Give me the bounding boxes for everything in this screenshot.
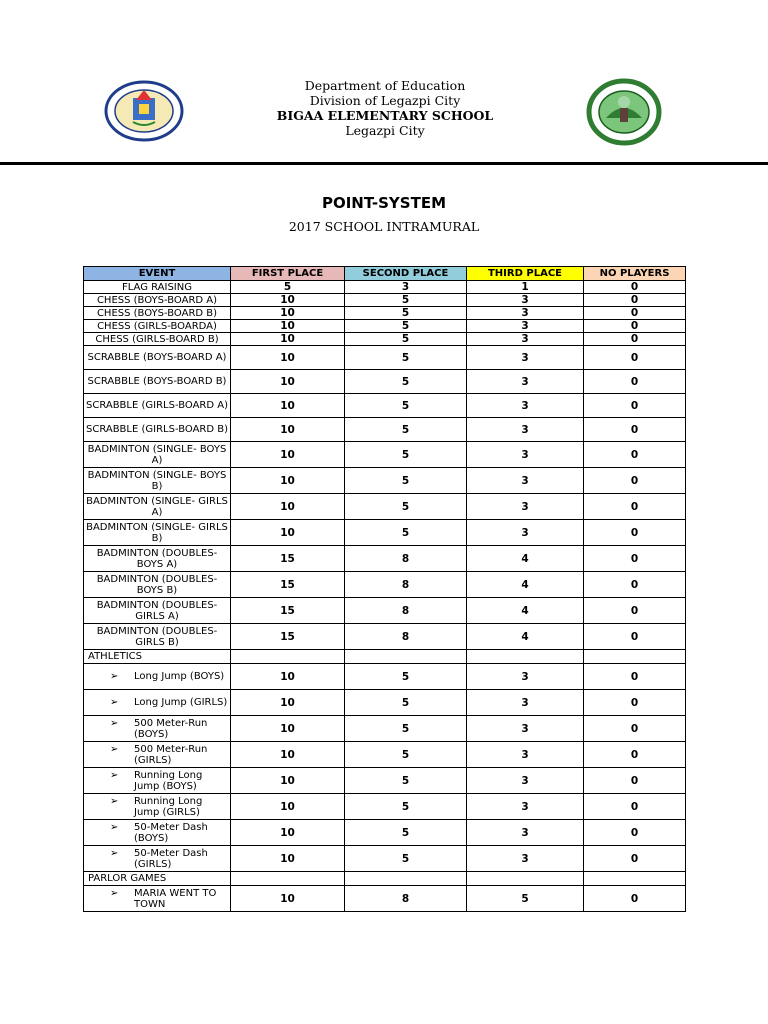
- no-players-points: 0: [584, 624, 686, 650]
- deped-seal-icon: [103, 80, 185, 142]
- no-players-points: 0: [584, 442, 686, 468]
- table-row: [84, 690, 686, 716]
- third-place-points: 3: [467, 794, 584, 820]
- table-row: [84, 346, 686, 370]
- arrow-bullet-icon: ➢: [110, 887, 119, 899]
- no-players-points: 0: [584, 886, 686, 912]
- no-players-points: 0: [584, 370, 686, 394]
- table-row: [84, 716, 686, 742]
- second-place-points: 5: [345, 794, 467, 820]
- table-row: [84, 742, 686, 768]
- table-row: [84, 370, 686, 394]
- second-place-points: 8: [345, 886, 467, 912]
- third-place-points: 3: [467, 394, 584, 418]
- empty-cell: [584, 872, 686, 886]
- arrow-bullet-icon: ➢: [110, 795, 119, 807]
- event-name: CHESS (GIRLS-BOARD B): [84, 333, 231, 346]
- no-players-points: 0: [584, 394, 686, 418]
- first-place-points: 10: [231, 418, 345, 442]
- page-subtitle: 2017 SCHOOL INTRAMURAL: [288, 219, 480, 234]
- event-cell: [84, 794, 231, 820]
- header-third-place: THIRD PLACE: [467, 267, 584, 281]
- event-name: CHESS (BOYS-BOARD A): [84, 294, 231, 307]
- event-name: Long Jump (BOYS): [134, 671, 225, 682]
- second-place-points: 5: [345, 307, 467, 320]
- second-place-points: 5: [345, 664, 467, 690]
- no-players-points: 0: [584, 664, 686, 690]
- second-place-points: 5: [345, 442, 467, 468]
- third-place-points: 3: [467, 664, 584, 690]
- table-row: [84, 768, 686, 794]
- event-name: CHESS (GIRLS-BOARDA): [84, 320, 231, 333]
- header-second-place: SECOND PLACE: [345, 267, 467, 281]
- first-place-points: 10: [231, 442, 345, 468]
- no-players-points: 0: [584, 333, 686, 346]
- event-name: BADMINTON (SINGLE- GIRLS A): [84, 494, 231, 520]
- letterhead: [0, 0, 768, 165]
- first-place-points: 10: [231, 768, 345, 794]
- first-place-points: 10: [231, 846, 345, 872]
- first-place-points: 10: [231, 307, 345, 320]
- third-place-points: 3: [467, 333, 584, 346]
- second-place-points: 5: [345, 742, 467, 768]
- table-row: [84, 494, 686, 520]
- no-players-points: 0: [584, 768, 686, 794]
- event-name: SCRABBLE (GIRLS-BOARD B): [84, 418, 231, 442]
- event-name: SCRABBLE (BOYS-BOARD B): [84, 370, 231, 394]
- header-divider: [0, 162, 768, 165]
- second-place-points: 5: [345, 690, 467, 716]
- table-row: [84, 281, 686, 294]
- first-place-points: 10: [231, 520, 345, 546]
- event-name: FLAG RAISING: [84, 281, 231, 294]
- event-cell: [84, 742, 231, 768]
- event-name: Running Long Jump (GIRLS): [134, 795, 203, 818]
- no-players-points: 0: [584, 418, 686, 442]
- empty-cell: [345, 872, 467, 886]
- category-label: PARLOR GAMES: [84, 872, 231, 886]
- arrow-bullet-icon: ➢: [110, 717, 119, 729]
- first-place-points: 10: [231, 294, 345, 307]
- third-place-points: 4: [467, 572, 584, 598]
- second-place-points: 8: [345, 598, 467, 624]
- first-place-points: 10: [231, 494, 345, 520]
- table-row: [84, 418, 686, 442]
- first-place-points: 10: [231, 468, 345, 494]
- first-place-points: 15: [231, 546, 345, 572]
- third-place-points: 3: [467, 820, 584, 846]
- table-row: [84, 333, 686, 346]
- category-row: [84, 872, 686, 886]
- category-row: [84, 650, 686, 664]
- empty-cell: [231, 650, 345, 664]
- division-line: Division of Legazpi City: [309, 93, 461, 108]
- third-place-points: 3: [467, 768, 584, 794]
- no-players-points: 0: [584, 320, 686, 333]
- event-cell: [84, 846, 231, 872]
- first-place-points: 10: [231, 346, 345, 370]
- event-name: 500 Meter-Run (GIRLS): [134, 743, 208, 766]
- third-place-points: 4: [467, 598, 584, 624]
- event-name: BADMINTON (DOUBLES- GIRLS B): [84, 624, 231, 650]
- category-label: ATHLETICS: [84, 650, 231, 664]
- second-place-points: 5: [345, 768, 467, 794]
- school-name: BIGAA ELEMENTARY SCHOOL: [276, 108, 494, 123]
- table-row: [84, 320, 686, 333]
- second-place-points: 5: [345, 468, 467, 494]
- event-name: 50-Meter Dash (GIRLS): [134, 847, 208, 870]
- event-name: BADMINTON (SINGLE- BOYS A): [84, 442, 231, 468]
- table-row: [84, 624, 686, 650]
- third-place-points: 3: [467, 418, 584, 442]
- second-place-points: 5: [345, 394, 467, 418]
- event-name: 50-Meter Dash (BOYS): [134, 821, 208, 844]
- arrow-bullet-icon: ➢: [110, 743, 119, 755]
- event-name: SCRABBLE (GIRLS-BOARD A): [84, 394, 231, 418]
- empty-cell: [467, 872, 584, 886]
- first-place-points: 15: [231, 572, 345, 598]
- table-row: [84, 546, 686, 572]
- third-place-points: 5: [467, 886, 584, 912]
- no-players-points: 0: [584, 820, 686, 846]
- second-place-points: 8: [345, 546, 467, 572]
- table-row: [84, 468, 686, 494]
- second-place-points: 5: [345, 333, 467, 346]
- event-name: BADMINTON (DOUBLES- BOYS B): [84, 572, 231, 598]
- city-line: Legazpi City: [345, 123, 425, 138]
- arrow-bullet-icon: ➢: [110, 769, 119, 781]
- table-header-row: [84, 267, 686, 281]
- first-place-points: 15: [231, 598, 345, 624]
- no-players-points: 0: [584, 281, 686, 294]
- third-place-points: 3: [467, 846, 584, 872]
- second-place-points: 5: [345, 494, 467, 520]
- second-place-points: 5: [345, 716, 467, 742]
- event-cell: [84, 886, 231, 912]
- event-name: CHESS (BOYS-BOARD B): [84, 307, 231, 320]
- no-players-points: 0: [584, 572, 686, 598]
- first-place-points: 10: [231, 886, 345, 912]
- header-no-players: NO PLAYERS: [584, 267, 686, 281]
- second-place-points: 8: [345, 624, 467, 650]
- no-players-points: 0: [584, 346, 686, 370]
- first-place-points: 15: [231, 624, 345, 650]
- table-row: [84, 664, 686, 690]
- no-players-points: 0: [584, 794, 686, 820]
- event-name: BADMINTON (DOUBLES- GIRLS A): [84, 598, 231, 624]
- school-seal-icon: [586, 78, 662, 146]
- no-players-points: 0: [584, 598, 686, 624]
- first-place-points: 10: [231, 716, 345, 742]
- empty-cell: [345, 650, 467, 664]
- event-cell: [84, 768, 231, 794]
- no-players-points: 0: [584, 468, 686, 494]
- event-name: MARIA WENT TO TOWN: [134, 887, 217, 910]
- second-place-points: 5: [345, 846, 467, 872]
- first-place-points: 10: [231, 394, 345, 418]
- empty-cell: [231, 872, 345, 886]
- second-place-points: 5: [345, 294, 467, 307]
- arrow-bullet-icon: ➢: [110, 847, 119, 859]
- third-place-points: 3: [467, 520, 584, 546]
- first-place-points: 10: [231, 320, 345, 333]
- no-players-points: 0: [584, 742, 686, 768]
- second-place-points: 5: [345, 520, 467, 546]
- no-players-points: 0: [584, 716, 686, 742]
- event-cell: [84, 716, 231, 742]
- third-place-points: 3: [467, 294, 584, 307]
- third-place-points: 3: [467, 370, 584, 394]
- no-players-points: 0: [584, 690, 686, 716]
- event-cell: [84, 664, 231, 690]
- first-place-points: 10: [231, 370, 345, 394]
- arrow-bullet-icon: ➢: [110, 697, 119, 708]
- first-place-points: 10: [231, 690, 345, 716]
- event-name: SCRABBLE (BOYS-BOARD A): [84, 346, 231, 370]
- third-place-points: 4: [467, 546, 584, 572]
- table-row: [84, 307, 686, 320]
- third-place-points: 4: [467, 624, 584, 650]
- no-players-points: 0: [584, 294, 686, 307]
- table-row: [84, 820, 686, 846]
- points-table: [83, 266, 686, 912]
- second-place-points: 5: [345, 320, 467, 333]
- no-players-points: 0: [584, 846, 686, 872]
- no-players-points: 0: [584, 307, 686, 320]
- event-name: BADMINTON (DOUBLES- BOYS A): [84, 546, 231, 572]
- letterhead-text: [250, 78, 520, 138]
- header-first-place: FIRST PLACE: [231, 267, 345, 281]
- event-cell: [84, 690, 231, 716]
- first-place-points: 10: [231, 333, 345, 346]
- event-name: 500 Meter-Run (BOYS): [134, 717, 208, 740]
- third-place-points: 3: [467, 307, 584, 320]
- first-place-points: 10: [231, 742, 345, 768]
- table-row: [84, 886, 686, 912]
- table-row: [84, 520, 686, 546]
- second-place-points: 3: [345, 281, 467, 294]
- table-row: [84, 572, 686, 598]
- third-place-points: 3: [467, 742, 584, 768]
- no-players-points: 0: [584, 546, 686, 572]
- third-place-points: 3: [467, 346, 584, 370]
- empty-cell: [467, 650, 584, 664]
- third-place-points: 3: [467, 690, 584, 716]
- empty-cell: [584, 650, 686, 664]
- second-place-points: 5: [345, 418, 467, 442]
- arrow-bullet-icon: ➢: [110, 821, 119, 833]
- second-place-points: 5: [345, 370, 467, 394]
- page-title: POINT-SYSTEM: [321, 194, 446, 212]
- event-cell: [84, 820, 231, 846]
- table-row: [84, 394, 686, 418]
- second-place-points: 5: [345, 346, 467, 370]
- second-place-points: 8: [345, 572, 467, 598]
- event-name: BADMINTON (SINGLE- BOYS B): [84, 468, 231, 494]
- no-players-points: 0: [584, 520, 686, 546]
- table-row: [84, 794, 686, 820]
- table-row: [84, 294, 686, 307]
- event-name: BADMINTON (SINGLE- GIRLS B): [84, 520, 231, 546]
- second-place-points: 5: [345, 820, 467, 846]
- table-row: [84, 442, 686, 468]
- first-place-points: 10: [231, 664, 345, 690]
- first-place-points: 5: [231, 281, 345, 294]
- event-name: Long Jump (GIRLS): [134, 697, 228, 708]
- third-place-points: 3: [467, 494, 584, 520]
- first-place-points: 10: [231, 820, 345, 846]
- third-place-points: 1: [467, 281, 584, 294]
- third-place-points: 3: [467, 716, 584, 742]
- first-place-points: 10: [231, 794, 345, 820]
- header-event: EVENT: [84, 267, 231, 281]
- department-line: Department of Education: [304, 78, 466, 93]
- third-place-points: 3: [467, 320, 584, 333]
- no-players-points: 0: [584, 494, 686, 520]
- table-row: [84, 598, 686, 624]
- third-place-points: 3: [467, 442, 584, 468]
- table-row: [84, 846, 686, 872]
- event-name: Running Long Jump (BOYS): [134, 769, 203, 792]
- third-place-points: 3: [467, 468, 584, 494]
- arrow-bullet-icon: ➢: [110, 671, 119, 682]
